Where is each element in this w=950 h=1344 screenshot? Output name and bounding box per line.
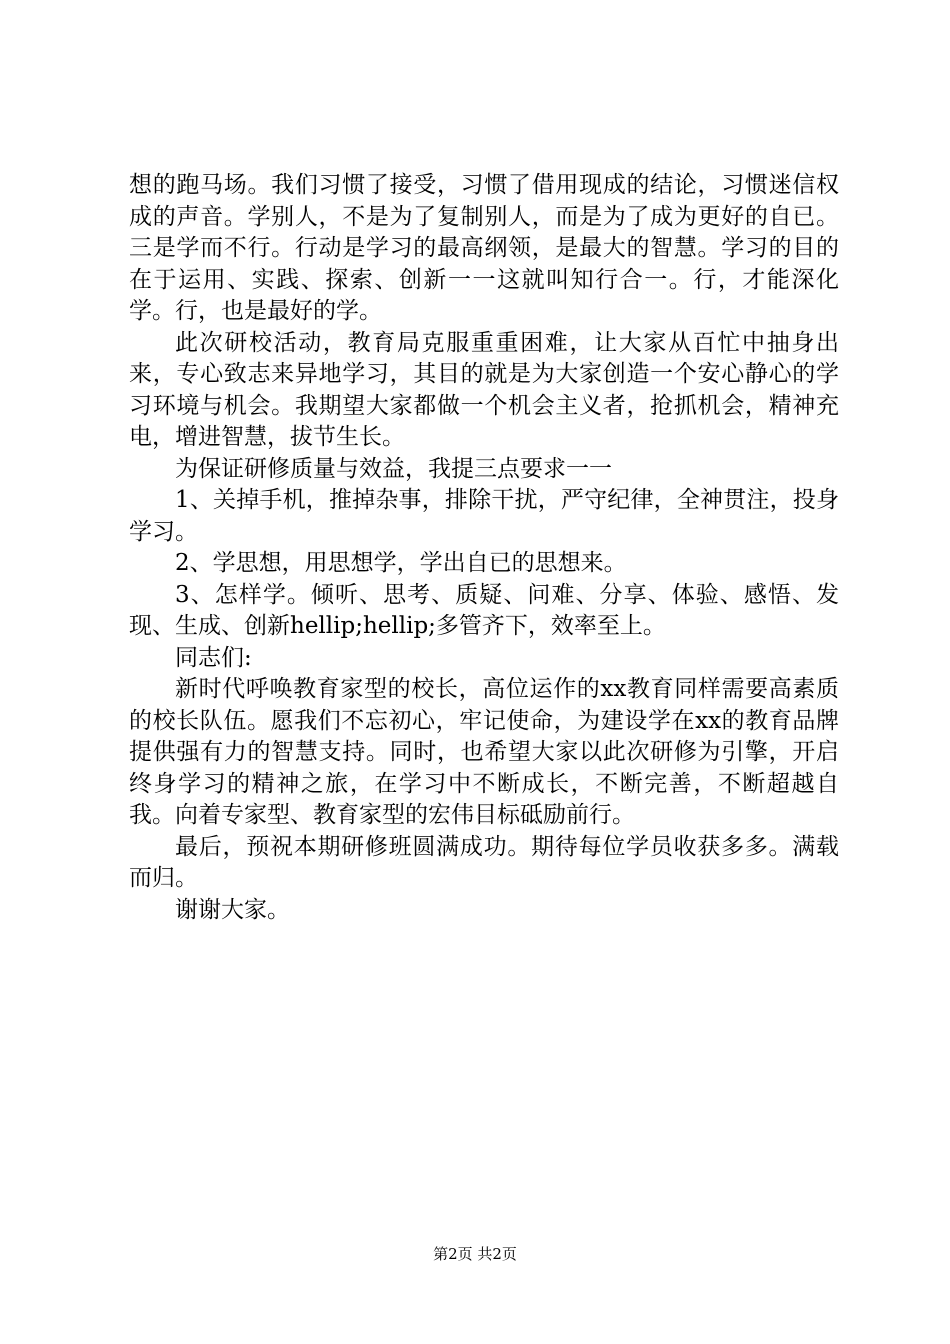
paragraph-10: 谢谢大家。 [175, 896, 290, 923]
paragraph-1: 想的跑马场。我们习惯了接受，习惯了借用现成的结论，习惯迷信权成的声音。学别人，不是为了复制别人，而是为了成为更好的自已。三是学而不行。行动是学习的最高纲领，是最大的智慧。学习的目的在于运用、实践、探索、创新一一这就叫知行合一。行，才能深化学。行，也是最好的学。 [129, 172, 839, 324]
paragraph-2: 此次研校活动，教育局克服重重困难，让大家从百忙中抽身出来，专心致志来异地学习，其目的就是为大家创造一个安心静心的学习环境与机会。我期望大家都做一个机会主义者，抢抓机会，精神充电，增进智慧，拔节生长。 [129, 329, 839, 450]
paragraph-9: 最后，预祝本期研修班圆满成功。期待每位学员收获多多。满载而归。 [129, 833, 839, 891]
document-body [129, 170, 839, 926]
paragraph-7: 同志们: [175, 644, 252, 671]
paragraph-4: 1、关掉手机，推掉杂事，排除干扰，严守纪律，全神贯注，投身学习。 [129, 487, 839, 545]
paragraph-5: 2、学思想，用思想学，学出自已的思想来。 [175, 550, 627, 576]
paragraph-3: 为保证研修质量与效益，我提三点要求一一 [175, 455, 612, 482]
paragraph-8: 新时代呼唤教育家型的校长，高位运作的xx教育同样需要高素质的校长队伍。愿我们不忘初心，牢记使命，为建设学在xx的教育品牌提供强有力的智慧支持。同时，也希望大家以此次研修为引擎，开启终身学习的精神之旅，在学习中不断成长，不断完善，不断超越自我。向着专家型、教育家型的宏伟目标砥励前行。 [129, 676, 839, 828]
paragraph-6: 3、怎样学。倾听、思考、质疑、问难、分享、体验、感悟、发现、生成、创新hellip;hellip;多管齐下，效率至上。 [129, 581, 839, 639]
page-footer: 第2页 共2页 [433, 1245, 517, 1263]
